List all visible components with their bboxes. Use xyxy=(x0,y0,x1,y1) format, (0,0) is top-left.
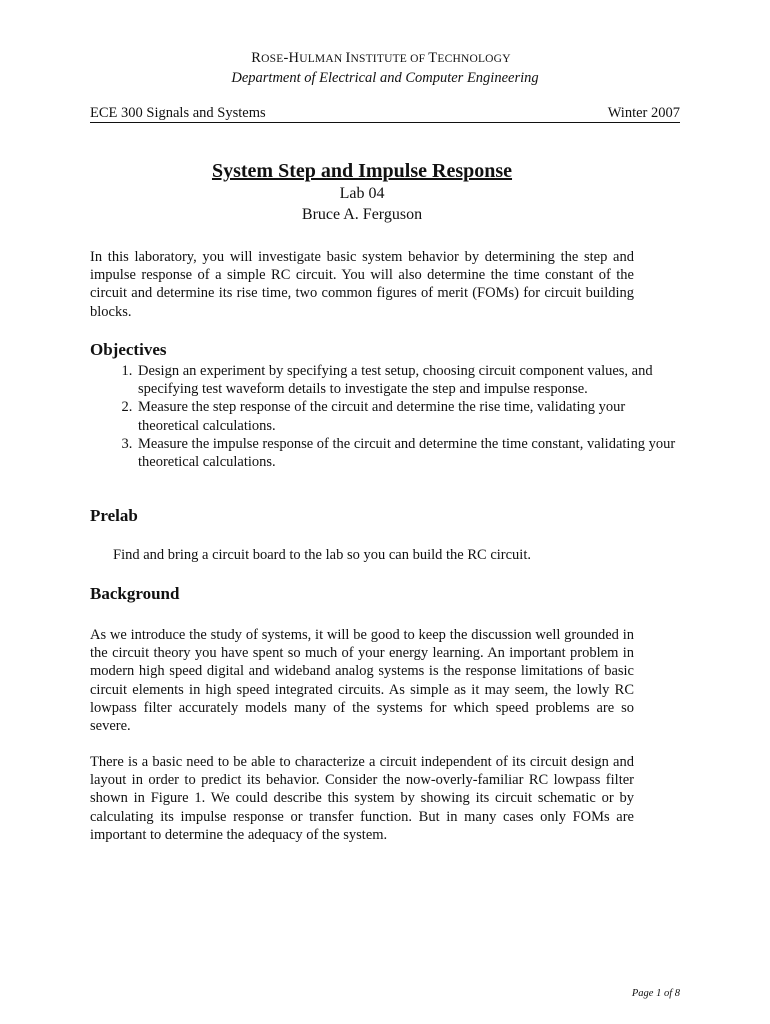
institution-name: ROSE-HULMAN INSTITUTE OF TECHNOLOGY xyxy=(251,50,511,66)
course-term: Winter 2007 xyxy=(607,105,680,121)
list-item: 1. Design an experiment by specifying a test setup, choosing circuit component values, and specifying test waveform details to investigate the step and impulse response. xyxy=(136,362,676,398)
objectives-heading: Objectives xyxy=(90,340,167,359)
intro-paragraph: In this laboratory, you will investigate basic system behavior by determining the step and impulse response of a simple RC circuit. You will also determine the time constant of the circuit and determine its rise time, two common figures of merit (FOMs) for circuit building blocks. xyxy=(90,249,634,320)
prelab-text: Find and bring a circuit board to the lab so you can build the RC circuit. xyxy=(113,547,531,563)
lab-number: Lab 04 xyxy=(339,185,385,202)
background-paragraph-2: There is a basic need to be able to characterize a circuit independent of its circuit design and layout in order to predict its behavior. Consider the now-overly-familiar RC lowpass filter shown in Figure 1. We could describe this system by showing its circuit schematic or by calculating its impulse response or transfer function. But in many cases only FOMs are important to determine the adequacy of the system. xyxy=(90,754,634,843)
prelab-heading: Prelab xyxy=(90,506,138,525)
page-number: Page 1 of 8 xyxy=(631,988,680,999)
background-paragraph-1: As we introduce the study of systems, it will be good to keep the discussion well grounded in the circuit theory you have spent so much of your energy learning. An important problem in modern high speed digital and wideband analog systems is the response limitations of basic circuit elements in high speed integrated circuits. As simple as it may seem, the lowly RC lowpass filter accurately models many of the systems for which speed problems are so severe. xyxy=(90,627,634,735)
list-item: 2. Measure the step response of the circuit and determine the rise time, validating your theoretical calculations. xyxy=(136,398,676,434)
author-name: Bruce A. Ferguson xyxy=(301,206,423,223)
background-heading: Background xyxy=(90,584,180,603)
department-name: Department of Electrical and Computer Engineering xyxy=(231,70,539,86)
list-item: 3. Measure the impulse response of the circuit and determine the time constant, validating your theoretical calculations. xyxy=(136,435,676,471)
document-title: System Step and Impulse Response xyxy=(211,160,513,182)
course-line xyxy=(90,105,680,123)
course-title: ECE 300 Signals and Systems xyxy=(90,105,266,121)
objectives-list xyxy=(90,362,676,471)
